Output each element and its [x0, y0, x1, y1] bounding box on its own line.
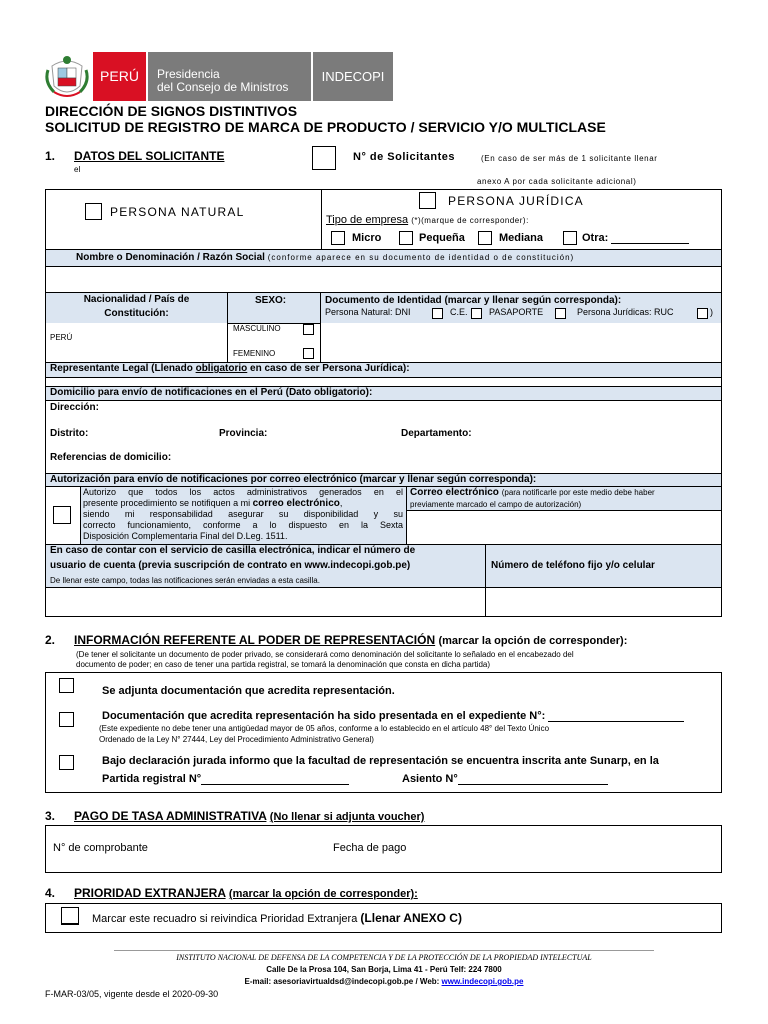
indecopi-logo-block [313, 52, 393, 101]
representante-label [50, 363, 410, 374]
section-1-number: 1. [45, 149, 56, 163]
pequena-checkbox[interactable] [399, 231, 413, 245]
correo-text: Correo electrónico [410, 487, 499, 498]
opt1-label: Se adjunta documentación que acredita representación. [102, 685, 395, 697]
mediana-label: Mediana [499, 232, 544, 244]
auth-line-1: Autorizo que todos los actos administrativos generados en el [83, 487, 403, 497]
femenino-label: FEMENINO [233, 349, 276, 358]
page-title-1: DIRECCIÓN DE SIGNOS DISTINTIVOS [45, 103, 298, 119]
tipo-empresa-note: (*)(marque de corresponder): [411, 216, 529, 225]
pasaporte-label: PASAPORTE [489, 307, 544, 317]
footer-institute: INSTITUTO NACIONAL DE DEFENSA DE LA COMPETENCIA Y DE LA PROTECCIÓN DE LA PROPIEDAD INTELECTUAL [176, 953, 592, 962]
pcm-line-1: Presidencia [157, 67, 220, 81]
peru-coat-of-arms-logo [44, 52, 90, 100]
opt2-label [102, 710, 684, 722]
section-3-title-text: PAGO DE TASA ADMINISTRATIVA [74, 809, 267, 823]
section-1-title: DATOS DEL SOLICITANTE [74, 149, 225, 163]
pcm-logo-block [148, 52, 311, 101]
micro-label: Micro [352, 232, 382, 244]
el-note: el [74, 165, 81, 174]
departamento-label: Departamento: [401, 428, 472, 439]
peru-logo-block [93, 52, 146, 101]
nacionalidad-label-2: Constitución: [104, 308, 169, 319]
ce-checkbox[interactable] [471, 308, 482, 319]
nacionalidad-value: PERÚ [50, 333, 73, 342]
opt1-checkbox[interactable] [59, 678, 74, 693]
asiento-field[interactable] [458, 773, 608, 785]
telefono-label: Número de teléfono fijo y/o celular [491, 560, 655, 571]
nombre-note: (conforme aparece en su documento de identidad o de constitución) [267, 253, 575, 262]
auth-line-3: siendo mi responsabilidad asegurar su disponibilidad y su [83, 509, 403, 519]
domicilio-label: Domicilio para envío de notificaciones en el Perú (Dato obligatorio): [50, 387, 373, 398]
correo-note-2: previamente marcado el campo de autorización) [410, 500, 582, 509]
priority-anexo: (Llenar ANEXO C) [360, 911, 462, 925]
priority-text: Marcar este recuadro si reivindica Prioridad Extranjera [92, 913, 358, 925]
nombre-input[interactable] [46, 267, 721, 292]
expediente-field[interactable] [548, 710, 684, 722]
opt2-note-1: (Este expediente no debe tener una antigüedad mayor de 05 años, conforme a lo establecido en el artículo 48° del Texto Único [99, 724, 550, 733]
otra-field[interactable] [611, 232, 689, 244]
partida-text: Partida registral N° [102, 773, 202, 785]
opt3-label: Bajo declaración jurada informo que la facultad de representación se encuentra inscrita ante Sunarp, en la [102, 755, 659, 767]
priority-checkbox[interactable] [61, 907, 79, 925]
section-2-note-1: (De tener el solicitante un documento de poder privado, se considerará como denominación del solicitante lo señalado en el encabezado del [76, 650, 574, 659]
num-solicitantes-note-2: anexo A por cada solicitante adicional) [477, 177, 637, 186]
casilla-line-1: En caso de contar con el servicio de casilla electrónica, indicar el número de [50, 545, 416, 556]
nombre-label [76, 252, 574, 263]
section-2-number: 2. [45, 633, 56, 647]
sexo-label: SEXO: [255, 295, 287, 306]
section-3-number: 3. [45, 809, 56, 823]
pequena-label: Pequeña [419, 232, 465, 244]
mediana-checkbox[interactable] [478, 231, 492, 245]
pcm-line-2: del Consejo de Ministros [157, 80, 289, 94]
auth-line-2a: presente procedimiento se notifiquen a mi [83, 498, 253, 508]
auth-line-2 [83, 498, 403, 509]
footer-email: E-mail: asesoriavirtualdsd@indecopi.gob.pe / Web: [244, 977, 442, 986]
correo-note-1: (para notificarle por este medio debe haber [501, 488, 655, 497]
rep-text-2: en caso de ser Persona Jurídica): [247, 363, 410, 374]
autorizacion-text [83, 487, 403, 542]
otra-text: Otra: [582, 232, 609, 244]
auth-line-5: Disposición Complementaria Final del D.Leg. 1511. [83, 531, 288, 541]
num-solicitantes-box[interactable] [312, 146, 336, 170]
persona-juridica-label: PERSONA JURÍDICA [448, 194, 584, 208]
rep-text-1: Representante Legal (Llenado [50, 363, 196, 374]
priority-label [92, 911, 462, 925]
telefono-input[interactable] [487, 588, 720, 616]
form-code: F-MAR-03/05, vigente desde el 2020-09-30 [45, 989, 219, 999]
ce-label: C.E. [450, 307, 468, 317]
footer-contact [0, 977, 768, 986]
fecha-pago-label: Fecha de pago [333, 842, 407, 854]
provincia-label: Provincia: [219, 428, 268, 439]
pasaporte-checkbox[interactable] [555, 308, 566, 319]
referencias-label: Referencias de domicilio: [50, 452, 172, 463]
peru-label: PERÚ [100, 68, 139, 84]
footer-address: Calle De la Prosa 104, San Borja, Lima 41 - Perú Telf: 224 7800 [266, 965, 502, 974]
num-solicitantes-note-1: (En caso de ser más de 1 solicitante llenar [481, 154, 658, 163]
ruc-close-paren: ) [710, 307, 713, 317]
doc-options [325, 307, 411, 317]
auth-correo-bold: correo electrónico [252, 498, 340, 509]
nombre-text: Nombre o Denominación / Razón Social [76, 252, 265, 263]
casilla-input[interactable] [46, 588, 484, 616]
persona-juridica-checkbox[interactable] [419, 192, 436, 209]
opt3-checkbox[interactable] [59, 755, 74, 770]
section-2-title-note: (marcar la opción de corresponder): [438, 635, 628, 647]
section-4-number: 4. [45, 886, 56, 900]
masculino-checkbox[interactable] [303, 324, 314, 335]
tipo-empresa-text: Tipo de empresa [326, 214, 409, 226]
section-2-title [74, 633, 627, 647]
dni-label: Persona Natural: DNI [325, 307, 411, 317]
partida-label [102, 773, 349, 785]
section-2-title-text: INFORMACIÓN REFERENTE AL PODER DE REPRESENTACIÓN [74, 633, 436, 647]
otra-label [582, 232, 689, 244]
asiento-text: Asiento N° [402, 773, 458, 785]
section-4-title-text: PRIORIDAD EXTRANJERA [74, 886, 226, 900]
opt2-note-2: Ordenado de la Ley N° 27444, Ley del Procedimiento Administrativo General) [99, 735, 374, 744]
masculino-label: MASCULINO [233, 324, 281, 333]
auth-line-2c: , [339, 498, 343, 508]
num-solicitantes-label: N° de Solicitantes [353, 151, 456, 163]
documento-input[interactable] [322, 324, 720, 361]
persona-natural-checkbox[interactable] [85, 203, 102, 220]
section-2-note-2: documento de poder; en caso de tener una partida registral, se tomará la denominación que consta en dicha partida) [76, 660, 491, 669]
asiento-label [402, 773, 608, 785]
micro-checkbox[interactable] [331, 231, 345, 245]
femenino-checkbox[interactable] [303, 348, 314, 359]
section-4-title-note: (marcar la opción de corresponder): [228, 888, 418, 900]
tipo-empresa-label [326, 214, 529, 226]
correo-label [410, 487, 655, 498]
autorizacion-checkbox[interactable] [53, 506, 71, 524]
otra-checkbox[interactable] [563, 231, 577, 245]
section-3-title [74, 809, 424, 823]
indecopi-label: INDECOPI [321, 69, 385, 84]
direccion-label: Dirección: [50, 402, 99, 413]
comprobante-label: N° de comprobante [53, 842, 148, 854]
distrito-label: Distrito: [50, 428, 89, 439]
casilla-line-2: usuario de cuenta (previa suscripción de contrato en www.indecopi.gob.pe) [50, 560, 411, 571]
dni-checkbox[interactable] [432, 308, 443, 319]
persona-natural-label: PERSONA NATURAL [110, 205, 245, 219]
footer-web-link[interactable]: www.indecopi.gob.pe [441, 977, 524, 986]
nacionalidad-label-1: Nacionalidad / País de [83, 294, 190, 305]
page-title-2: SOLICITUD DE REGISTRO DE MARCA DE PRODUCTO / SERVICIO Y/O MULTICLASE [45, 119, 606, 135]
rep-text-obligatorio: obligatorio [195, 363, 248, 374]
ruc-label: Persona Jurídicas: RUC [577, 307, 674, 317]
representante-input[interactable] [46, 378, 721, 386]
section-4-title [74, 886, 418, 900]
casilla-line-3: De llenar este campo, todas las notificaciones serán enviadas a esta casilla. [50, 576, 320, 585]
partida-field[interactable] [201, 773, 349, 785]
correo-input[interactable] [408, 511, 720, 543]
autorizacion-label: Autorización para envío de notificaciones por correo electrónico (marcar y llenar según corresponda): [50, 474, 537, 485]
auth-line-4: correcto funcionamiento, conforme a lo dispuesto en la Sexta [83, 520, 403, 530]
section-3-title-note: (No llenar si adjunta voucher) [269, 811, 425, 823]
ruc-checkbox[interactable] [697, 308, 708, 319]
opt2-text: Documentación que acredita representación ha sido presentada en el expediente N°: [102, 710, 546, 722]
documento-label: Documento de Identidad (marcar y llenar según corresponda): [325, 295, 622, 306]
opt2-checkbox[interactable] [59, 712, 74, 727]
